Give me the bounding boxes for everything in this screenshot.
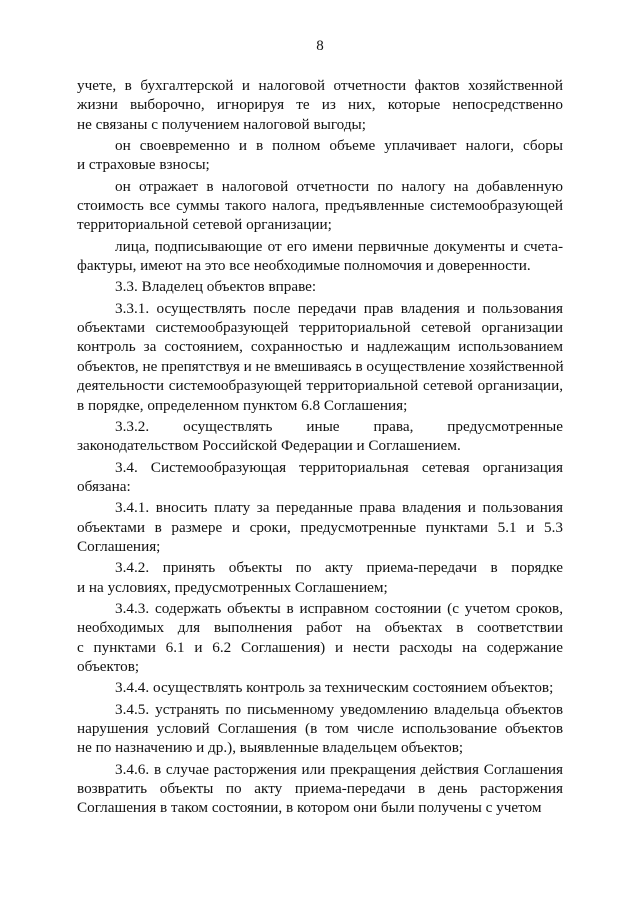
text-line: он отражает в налоговой отчетности по налогу на добавленную xyxy=(115,177,563,195)
text-line: он своевременно и в полном объеме уплачивает налоги, сборы xyxy=(115,137,563,155)
text-line: фактуры, имеют на это все необходимые полномочия и доверенности. xyxy=(77,257,531,275)
paragraph xyxy=(77,237,563,276)
paragraph xyxy=(77,678,563,697)
paragraph xyxy=(77,760,563,818)
text-line: и на условиях, предусмотренных Соглашением; xyxy=(77,578,388,596)
paragraph xyxy=(77,277,563,296)
text-line: стоимость все суммы такого налога, предъявленные системообразующей xyxy=(77,197,563,215)
paragraph xyxy=(77,299,563,415)
text-line: объектов; xyxy=(77,657,140,675)
text-line: не связаны с получением налоговой выгоды; xyxy=(77,115,366,133)
text-line: 3.4.2. принять объекты по акту приема-передачи в порядке xyxy=(115,559,563,577)
paragraph xyxy=(77,498,563,556)
text-line: законодательством Российской Федерации и Соглашением. xyxy=(77,437,461,455)
paragraph xyxy=(77,76,563,134)
paragraph xyxy=(77,558,563,597)
paragraph xyxy=(77,417,563,456)
paragraph xyxy=(77,136,563,175)
text-line: возвратить объекты по акту приема-передачи в день расторжения xyxy=(77,780,563,798)
text-line: нарушения условий Соглашения (в том числе использование объектов xyxy=(77,720,563,737)
page-number: 8 xyxy=(316,38,324,54)
text-line: 3.4. Системообразующая территориальная сетевая организация xyxy=(115,458,563,476)
text-line: объектами в размере и сроки, предусмотренные пунктами 5.1 и 5.3 xyxy=(77,518,563,536)
text-line: лица, подписывающие от его имени первичные документы и счета- xyxy=(115,237,563,255)
text-line: объектов, не препятствуя и не вмешиваясь в осуществление хозяйственной xyxy=(77,357,564,375)
text-line: Соглашения; xyxy=(77,537,161,555)
text-line: жизни выборочно, игнорируя те из них, которые непосредственно xyxy=(77,96,563,114)
document-body xyxy=(77,76,563,818)
text-line: 3.4.6. в случае расторжения или прекращения действия Соглашения xyxy=(115,760,563,778)
text-line: с пунктами 6.1 и 6.2 Соглашения) и нести расходы на содержание xyxy=(77,638,563,656)
text-line: 3.3.2. осуществлять иные права, предусмотренные xyxy=(115,417,563,435)
text-line: деятельности системообразующей территориальной сетевой организации, xyxy=(77,377,563,395)
text-line: 3.4.1. вносить плату за переданные права владения и пользования xyxy=(115,499,563,517)
text-line: учете, в бухгалтерской и налоговой отчетности фактов хозяйственной xyxy=(77,77,563,94)
text-line: территориальной сетевой организации; xyxy=(77,216,332,234)
text-line: 3.4.4. осуществлять контроль за техническим состоянием объектов; xyxy=(115,679,554,697)
text-line: объектами системообразующей территориальной сетевой организации xyxy=(77,319,563,337)
text-line: и страховые взносы; xyxy=(77,156,210,174)
text-line: необходимых для выполнения работ на объектах в соответствии xyxy=(77,619,563,637)
text-line: обязана: xyxy=(77,477,131,495)
paragraph xyxy=(77,700,563,758)
paragraph xyxy=(77,177,563,235)
text-line: 3.3.1. осуществлять после передачи прав владения и пользования xyxy=(115,299,563,317)
text-line: Соглашения в таком состоянии, в котором они были получены с учетом xyxy=(77,799,542,817)
text-line: 3.3. Владелец объектов вправе: xyxy=(115,278,317,296)
text-line: в порядке, определенном пунктом 6.8 Соглашения; xyxy=(77,396,408,414)
paragraph xyxy=(77,458,563,497)
text-line: контроль за состоянием, сохранностью и надлежащим использованием xyxy=(77,338,563,356)
text-line: не по назначению и др.), выявленные владельцем объектов; xyxy=(77,739,464,757)
paragraph xyxy=(77,599,563,676)
text-line: 3.4.3. содержать объекты в исправном состоянии (с учетом сроков, xyxy=(115,599,563,617)
text-line: 3.4.5. устранять по письменному уведомлению владельца объектов xyxy=(115,700,563,718)
